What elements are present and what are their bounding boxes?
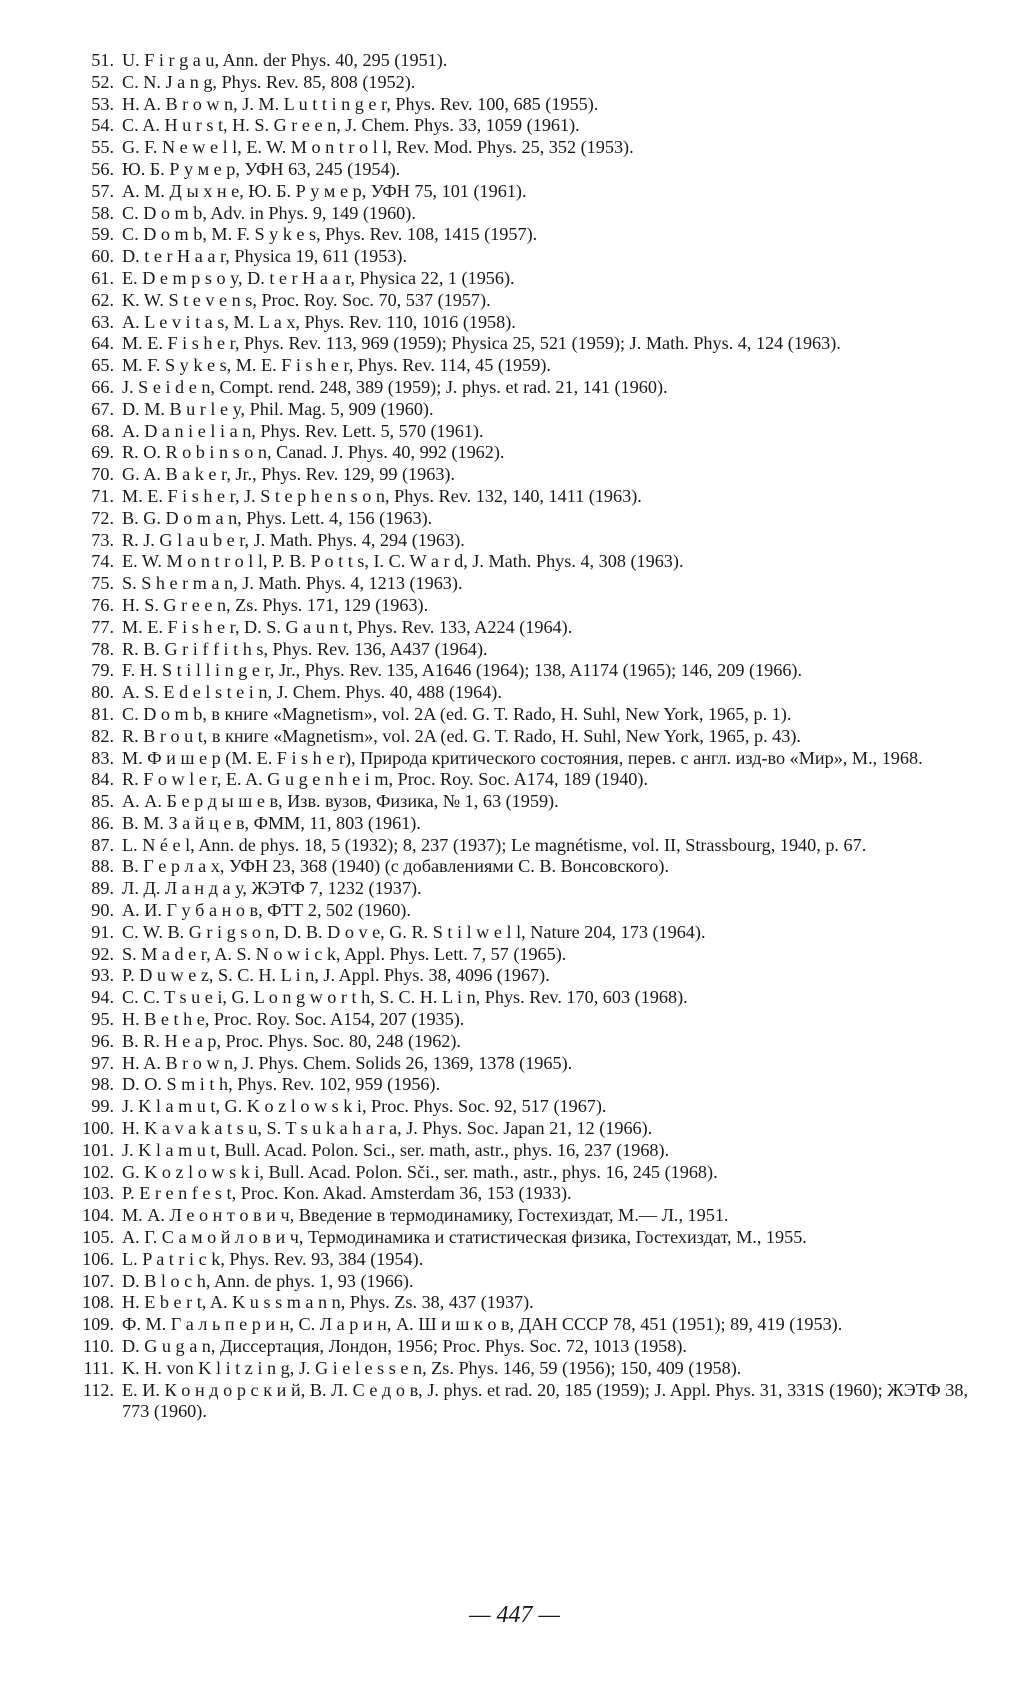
reference-number: 68. — [91, 420, 114, 441]
reference-text: C. A. H u r s t, H. S. G r e e n, J. Chem. Phys. 33, 1059 (1961). — [122, 115, 580, 136]
reference-entry — [78, 181, 968, 203]
reference-entry — [78, 1053, 968, 1075]
reference-number: 90. — [91, 900, 114, 921]
reference-number: 102. — [82, 1161, 114, 1182]
reference-number: 97. — [91, 1052, 114, 1073]
reference-number: 101. — [82, 1139, 114, 1160]
reference-entry — [78, 203, 968, 225]
reference-text: R. B r o u t, в книге «Magnetism», vol. 2A (ed. G. T. Rado, H. Suhl, New York, 1965, p. 43). — [122, 725, 801, 746]
reference-entry — [78, 421, 968, 443]
reference-text: U. F i r g a u, Ann. der Phys. 40, 295 (1951). — [122, 50, 448, 70]
reference-number: 74. — [91, 551, 114, 572]
reference-text: H. E b e r t, A. K u s s m a n n, Phys. Zs. 38, 437 (1937). — [122, 1292, 534, 1313]
reference-entry — [78, 748, 968, 770]
reference-text: M. E. F i s h e r, Phys. Rev. 113, 969 (1959); Physica 25, 521 (1959); J. Math. Phys. 4, 124 (1963). — [122, 333, 841, 354]
reference-entry — [78, 1336, 968, 1358]
reference-text: C. D o m b, Adv. in Phys. 9, 149 (1960). — [122, 202, 416, 223]
reference-text: B. R. H e a p, Proc. Phys. Soc. 80, 248 (1962). — [122, 1030, 461, 1051]
reference-number: 98. — [91, 1074, 114, 1095]
reference-text: R. O. R o b i n s o n, Canad. J. Phys. 40, 992 (1962). — [122, 442, 505, 463]
reference-number: 53. — [91, 93, 114, 114]
reference-text: K. W. S t e v e n s, Proc. Roy. Soc. 70, 537 (1957). — [122, 289, 491, 310]
reference-number: 95. — [91, 1009, 114, 1030]
reference-entry — [78, 551, 968, 573]
reference-entry — [78, 922, 968, 944]
reference-text: L. P a t r i c k, Phys. Rev. 93, 384 (1954). — [122, 1248, 424, 1269]
reference-number: 70. — [91, 464, 114, 485]
reference-entry — [78, 1118, 968, 1140]
reference-number: 64. — [91, 333, 114, 354]
reference-entry — [78, 399, 968, 421]
reference-text: L. N é e l, Ann. de phys. 18, 5 (1932); 8, 237 (1937); Le magnétisme, vol. II, Strassbourg, 1940, p. 67. — [122, 834, 867, 855]
reference-entry — [78, 704, 968, 726]
reference-entry — [78, 312, 968, 334]
reference-text: C. D o m b, в книге «Magnetism», vol. 2A (ed. G. T. Rado, H. Suhl, New York, 1965, p. 1). — [122, 703, 792, 724]
reference-number: 79. — [91, 660, 114, 681]
reference-text: E. W. M o n t r o l l, P. B. P o t t s, I. C. W a r d, J. Math. Phys. 4, 308 (1963). — [122, 551, 684, 572]
reference-text: J. K l a m u t, G. K o z l o w s k i, Proc. Phys. Soc. 92, 517 (1967). — [122, 1096, 607, 1117]
reference-text: А. И. Г у б а н о в, ФТТ 2, 502 (1960). — [122, 900, 411, 921]
reference-number: 106. — [82, 1248, 114, 1269]
reference-entry — [78, 726, 968, 748]
reference-text: D. M. B u r l e y, Phil. Mag. 5, 909 (1960). — [122, 398, 434, 419]
reference-number: 112. — [82, 1379, 114, 1400]
reference-entry — [78, 900, 968, 922]
reference-number: 100. — [82, 1118, 114, 1139]
reference-entry — [78, 573, 968, 595]
reference-text: R. F o w l e r, E. A. G u g e n h e i m, Proc. Roy. Soc. A174, 189 (1940). — [122, 769, 649, 790]
reference-number: 65. — [91, 355, 114, 376]
reference-entry — [78, 1358, 968, 1380]
reference-number: 103. — [82, 1183, 114, 1204]
reference-text: H. A. B r o w n, J. M. L u t t i n g e r, Phys. Rev. 100, 685 (1955). — [122, 93, 599, 114]
reference-number: 62. — [91, 289, 114, 310]
reference-text: J. S e i d e n, Compt. rend. 248, 389 (1959); J. phys. et rad. 21, 141 (1960). — [122, 376, 668, 397]
reference-text: H. B e t h e, Proc. Roy. Soc. A154, 207 (1935). — [122, 1009, 465, 1030]
reference-number: 71. — [91, 485, 114, 506]
reference-number: 54. — [91, 115, 114, 136]
reference-text: Е. И. К о н д о р с к и й, В. Л. С е д о в, J. phys. et rad. 20, 185 (1959); J. Appl. Phys. 31, 331S (1960); ЖЭТФ 38, 773 (1960). — [122, 1379, 968, 1422]
reference-number: 108. — [82, 1292, 114, 1313]
reference-entry — [78, 224, 968, 246]
reference-text: C. N. J a n g, Phys. Rev. 85, 808 (1952). — [122, 71, 416, 92]
reference-entry — [78, 617, 968, 639]
reference-number: 67. — [91, 398, 114, 419]
reference-text: P. D u w e z, S. C. H. L i n, J. Appl. Phys. 38, 4096 (1967). — [122, 965, 550, 986]
reference-text: H. A. B r o w n, J. Phys. Chem. Solids 26, 1369, 1378 (1965). — [122, 1052, 573, 1073]
reference-text: C. W. B. G r i g s o n, D. B. D o v e, G. R. S t i l w e l l, Nature 204, 173 (1964). — [122, 921, 706, 942]
reference-number: 105. — [82, 1227, 114, 1248]
reference-number: 75. — [91, 573, 114, 594]
reference-entry — [78, 856, 968, 878]
reference-number: 89. — [91, 878, 114, 899]
reference-number: 91. — [91, 921, 114, 942]
reference-text: A. L e v i t a s, M. L a x, Phys. Rev. 110, 1016 (1958). — [122, 311, 516, 332]
reference-number: 77. — [91, 616, 114, 637]
reference-number: 52. — [91, 71, 114, 92]
reference-text: M. E. F i s h e r, J. S t e p h e n s o n, Phys. Rev. 132, 140, 1411 (1963). — [122, 485, 642, 506]
reference-entry — [78, 769, 968, 791]
reference-entry — [78, 355, 968, 377]
reference-entry — [78, 1074, 968, 1096]
reference-text: P. E r e n f e s t, Proc. Kon. Akad. Amsterdam 36, 153 (1933). — [122, 1183, 572, 1204]
reference-text: E. D e m p s o y, D. t e r H a a r, Physica 22, 1 (1956). — [122, 267, 515, 288]
reference-entry — [78, 987, 968, 1009]
reference-text: H. S. G r e e n, Zs. Phys. 171, 129 (1963). — [122, 594, 429, 615]
reference-text: M. E. F i s h e r, D. S. G a u n t, Phys. Rev. 133, A224 (1964). — [122, 616, 573, 637]
reference-entry — [78, 442, 968, 464]
reference-entry — [78, 965, 968, 987]
reference-text: K. H. von K l i t z i n g, J. G i e l e s s e n, Zs. Phys. 146, 59 (1956); 150, 409 (1958). — [122, 1357, 742, 1378]
reference-number: 63. — [91, 311, 114, 332]
reference-entry — [78, 50, 968, 72]
reference-entry — [78, 660, 968, 682]
reference-entry — [78, 1009, 968, 1031]
reference-entry — [78, 813, 968, 835]
reference-text: A. S. E d e l s t e i n, J. Chem. Phys. 40, 488 (1964). — [122, 682, 502, 703]
reference-number: 96. — [91, 1030, 114, 1051]
reference-number: 78. — [91, 638, 114, 659]
reference-number: 92. — [91, 943, 114, 964]
reference-entry — [78, 94, 968, 116]
reference-text: A. D a n i e l i a n, Phys. Rev. Lett. 5, 570 (1961). — [122, 420, 484, 441]
reference-entry — [78, 486, 968, 508]
reference-text: В. М. З а й ц е в, ФММ, 11, 803 (1961). — [122, 812, 421, 833]
reference-number: 86. — [91, 812, 114, 833]
reference-entry — [78, 530, 968, 552]
page-number: — 447 — — [469, 1602, 560, 1628]
reference-entry — [78, 595, 968, 617]
reference-entry — [78, 290, 968, 312]
reference-text: А. Г. С а м о й л о в и ч, Термодинамика и статистическая физика, Гостехиздат, М., 1955. — [122, 1227, 807, 1248]
reference-text: D. O. S m i t h, Phys. Rev. 102, 959 (1956). — [122, 1074, 441, 1095]
reference-text: D. t e r H a a r, Physica 19, 611 (1953). — [122, 246, 407, 267]
reference-text: S. M a d e r, A. S. N o w i c k, Appl. Phys. Lett. 7, 57 (1965). — [122, 943, 567, 964]
reference-entry — [78, 1380, 968, 1424]
reference-number: 84. — [91, 769, 114, 790]
reference-text: C. C. T s u e i, G. L o n g w o r t h, S. C. H. L i n, Phys. Rev. 170, 603 (1968). — [122, 987, 688, 1008]
reference-number: 61. — [91, 267, 114, 288]
reference-text: M. F. S y k e s, M. E. F i s h e r, Phys. Rev. 114, 45 (1959). — [122, 355, 551, 376]
reference-entry — [78, 1140, 968, 1162]
reference-text: Ю. Б. Р у м е р, УФН 63, 245 (1954). — [122, 158, 401, 179]
reference-number: 81. — [91, 703, 114, 724]
reference-entry — [78, 1205, 968, 1227]
reference-entry — [78, 835, 968, 857]
reference-list — [78, 50, 968, 1423]
reference-text: G. K o z l o w s k i, Bull. Acad. Polon. Sči., ser. math., astr., phys. 16, 245 (1968). — [122, 1161, 718, 1182]
reference-text: А. А. Б е р д ы ш е в, Изв. вузов, Физика, № 1, 63 (1959). — [122, 791, 559, 812]
reference-entry — [78, 791, 968, 813]
reference-entry — [78, 1249, 968, 1271]
reference-number: 80. — [91, 682, 114, 703]
reference-number: 104. — [82, 1205, 114, 1226]
reference-entry — [78, 1162, 968, 1184]
reference-entry — [78, 1292, 968, 1314]
reference-entry — [78, 878, 968, 900]
reference-number: 76. — [91, 594, 114, 615]
reference-number: 82. — [91, 725, 114, 746]
reference-number: 60. — [91, 246, 114, 267]
reference-entry — [78, 639, 968, 661]
reference-entry — [78, 464, 968, 486]
reference-number: 94. — [91, 987, 114, 1008]
reference-text: В. Г е р л а х, УФН 23, 368 (1940) (с добавлениями С. В. Вонсовского). — [122, 856, 669, 877]
reference-text: Л. Д. Л а н д а у, ЖЭТФ 7, 1232 (1937). — [122, 878, 422, 899]
reference-number: 57. — [91, 180, 114, 201]
reference-number: 51. — [91, 50, 114, 70]
reference-text: S. S h e r m a n, J. Math. Phys. 4, 1213 (1963). — [122, 573, 463, 594]
reference-text: F. H. S t i l l i n g e r, Jr., Phys. Rev. 135, A1646 (1964); 138, A1174 (1965); 146, 209 (1966). — [122, 660, 803, 681]
reference-number: 99. — [91, 1096, 114, 1117]
reference-entry — [78, 1314, 968, 1336]
reference-number: 58. — [91, 202, 114, 223]
reference-text: G. F. N e w e l l, E. W. M o n t r o l l, Rev. Mod. Phys. 25, 352 (1953). — [122, 137, 634, 158]
reference-number: 87. — [91, 834, 114, 855]
reference-text: М. Ф и ш е р (M. E. F i s h e r), Природа критического состояния, перев. с англ. изд-во «Мир», М., 1968. — [122, 747, 923, 768]
reference-entry — [78, 246, 968, 268]
reference-number: 72. — [91, 507, 114, 528]
reference-number: 93. — [91, 965, 114, 986]
reference-entry — [78, 333, 968, 355]
reference-entry — [78, 1271, 968, 1293]
reference-entry — [78, 268, 968, 290]
reference-number: 59. — [91, 224, 114, 245]
reference-text: B. G. D o m a n, Phys. Lett. 4, 156 (1963). — [122, 507, 433, 528]
reference-entry — [78, 508, 968, 530]
reference-number: 107. — [82, 1270, 114, 1291]
reference-number: 69. — [91, 442, 114, 463]
reference-text: D. G u g a n, Диссертация, Лондон, 1956; Proc. Phys. Soc. 72, 1013 (1958). — [122, 1336, 687, 1357]
reference-number: 55. — [91, 137, 114, 158]
reference-entry — [78, 944, 968, 966]
reference-entry — [78, 72, 968, 94]
reference-entry — [78, 159, 968, 181]
reference-entry — [78, 682, 968, 704]
reference-number: 88. — [91, 856, 114, 877]
reference-entry — [78, 137, 968, 159]
reference-entry — [78, 1183, 968, 1205]
reference-text: G. A. B a k e r, Jr., Phys. Rev. 129, 99 (1963). — [122, 464, 456, 485]
reference-number: 110. — [82, 1336, 114, 1357]
reference-text: Ф. М. Г а л ь п е р и н, С. Л а р и н, А. Ш и ш к о в, ДАН СССР 78, 451 (1951); 89, 419 (1953). — [122, 1314, 843, 1335]
reference-text: М. А. Л е о н т о в и ч, Введение в термодинамику, Гостехиздат, М.— Л., 1951. — [122, 1205, 729, 1226]
reference-entry — [78, 377, 968, 399]
reference-number: 111. — [83, 1357, 114, 1378]
reference-entry — [78, 115, 968, 137]
reference-text: J. K l a m u t, Bull. Acad. Polon. Sci., ser. math, astr., phys. 16, 237 (1968). — [122, 1139, 670, 1160]
reference-entry — [78, 1227, 968, 1249]
reference-number: 85. — [91, 791, 114, 812]
reference-text: D. B l o c h, Ann. de phys. 1, 93 (1966). — [122, 1270, 414, 1291]
reference-text: R. B. G r i f f i t h s, Phys. Rev. 136, A437 (1964). — [122, 638, 488, 659]
reference-number: 56. — [91, 158, 114, 179]
reference-number: 109. — [82, 1314, 114, 1335]
reference-number: 83. — [91, 747, 114, 768]
reference-text: R. J. G l a u b e r, J. Math. Phys. 4, 294 (1963). — [122, 529, 465, 550]
reference-entry — [78, 1031, 968, 1053]
reference-text: H. K a v a k a t s u, S. T s u k a h a r a, J. Phys. Soc. Japan 21, 12 (1966). — [122, 1118, 653, 1139]
reference-text: А. М. Д ы х н е, Ю. Б. Р у м е р, УФН 75, 101 (1961). — [122, 180, 527, 201]
reference-number: 73. — [91, 529, 114, 550]
reference-text: C. D o m b, M. F. S y k e s, Phys. Rev. 108, 1415 (1957). — [122, 224, 538, 245]
reference-number: 66. — [91, 376, 114, 397]
reference-entry — [78, 1096, 968, 1118]
